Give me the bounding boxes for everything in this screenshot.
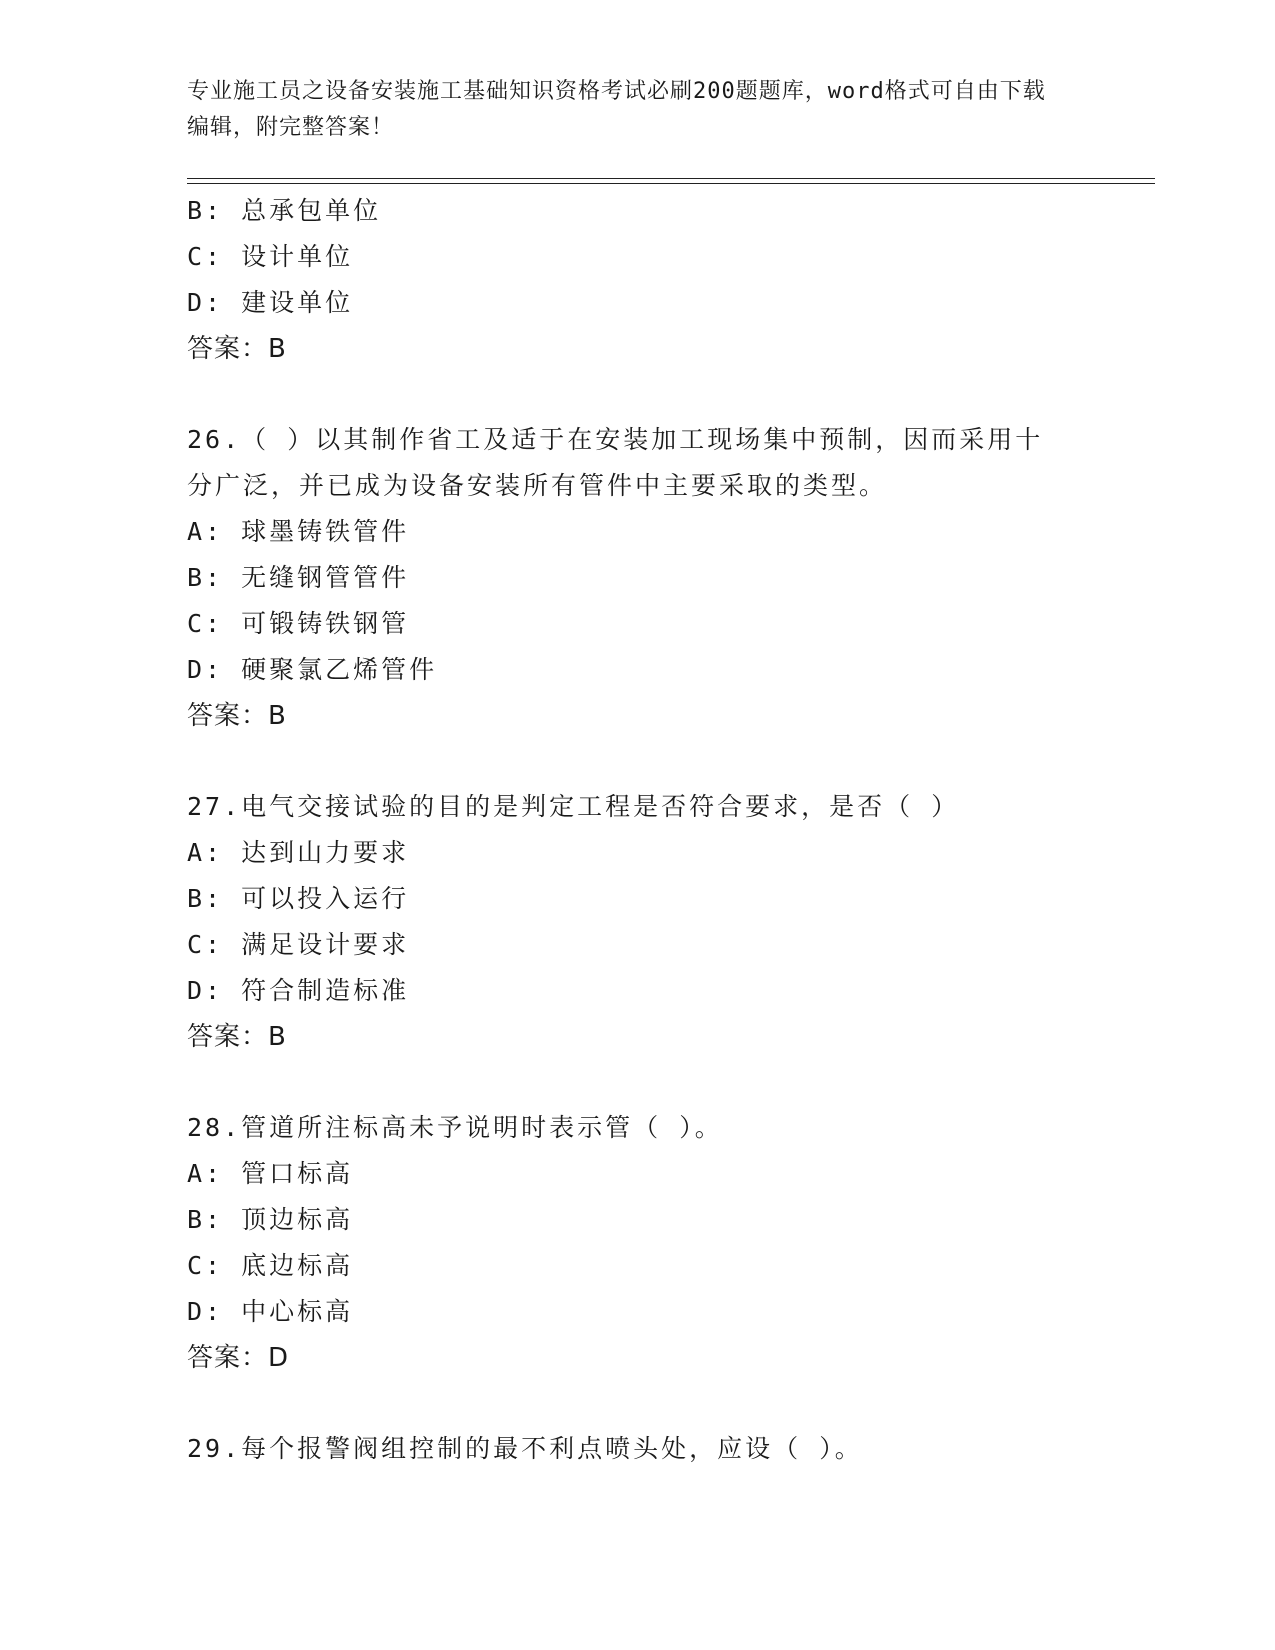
option-b: B: 无缝钢管管件 [187, 563, 410, 592]
option-b: B: 可以投入运行 [187, 884, 410, 913]
option-a: A: 达到山力要求 [187, 838, 410, 867]
answer: 答案：B [187, 701, 287, 731]
header-divider-bottom [187, 183, 1155, 184]
option-c: C: 可锻铸铁钢管 [187, 609, 410, 638]
option-c: C: 满足设计要求 [187, 930, 410, 959]
answer: 答案：B [187, 1022, 287, 1052]
option-a: A: 球墨铸铁管件 [187, 517, 410, 546]
answer: 答案：B [187, 334, 287, 364]
option-d: D: 中心标高 [187, 1297, 354, 1326]
question-26 [187, 417, 1087, 739]
answer: 答案：D [187, 1343, 290, 1373]
option-c: C: 设计单位 [187, 242, 354, 271]
option-d: D: 建设单位 [187, 288, 354, 317]
question-text: 27.电气交接试验的目的是判定工程是否符合要求，是否（ ） [187, 792, 960, 821]
question-text: 26.（ ）以其制作省工及适于在安装加工现场集中预制，因而采用十分广泛，并已成为设备安装所有管件中主要采取的类型。 [187, 425, 1044, 500]
question-text: 29.每个报警阀组控制的最不利点喷头处，应设（ ）。 [187, 1434, 863, 1463]
option-b: B: 顶边标高 [187, 1205, 354, 1234]
question-28 [187, 1105, 1087, 1381]
option-a: A: 管口标高 [187, 1159, 354, 1188]
question-list [187, 188, 1087, 1472]
option-b: B: 总承包单位 [187, 196, 382, 225]
question-29 [187, 1426, 1087, 1472]
continued-question [187, 188, 1087, 372]
option-d: D: 硬聚氯乙烯管件 [187, 655, 438, 684]
document-header: 专业施工员之设备安装施工基础知识资格考试必刷200题题库，word格式可自由下载编辑，附完整答案！ [187, 79, 1046, 140]
question-text: 28.管道所注标高未予说明时表示管（ ）。 [187, 1113, 723, 1142]
header-divider-top [187, 178, 1155, 179]
question-27 [187, 784, 1087, 1060]
option-d: D: 符合制造标准 [187, 976, 410, 1005]
option-c: C: 底边标高 [187, 1251, 354, 1280]
